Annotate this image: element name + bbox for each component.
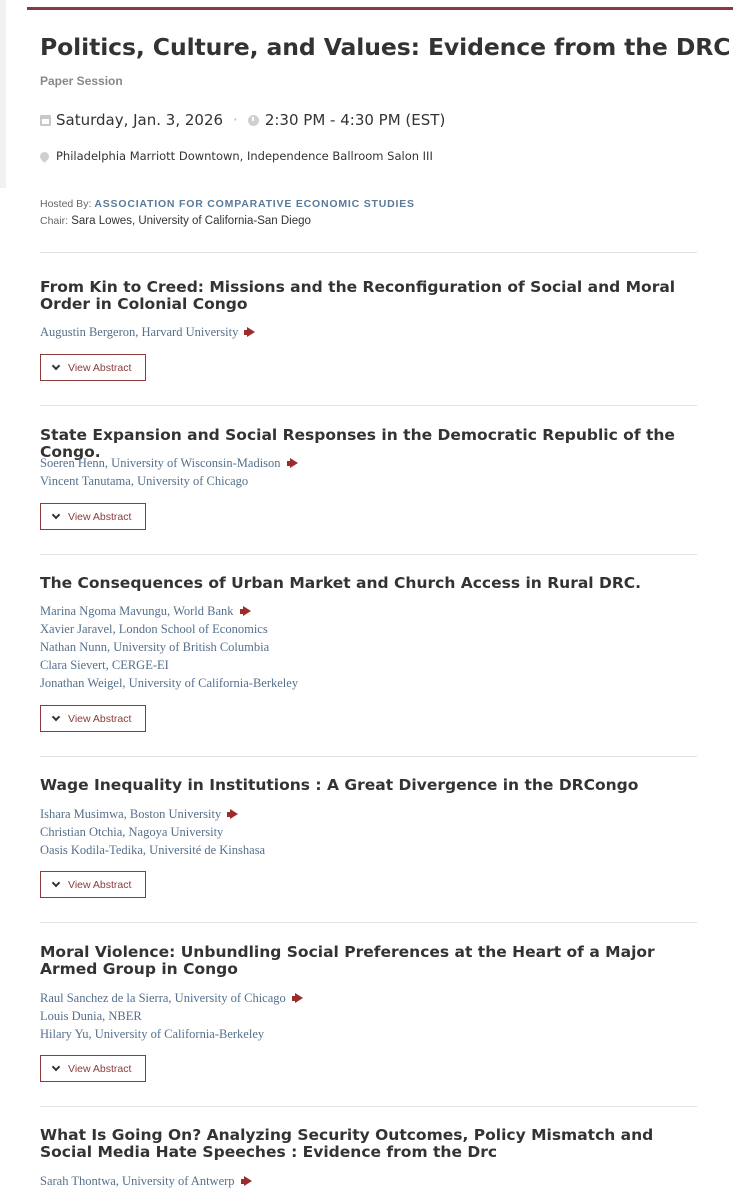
author-list [40, 454, 300, 490]
author-name[interactable]: Raul Sanchez de la Sierra, University of Chicago [40, 991, 286, 1005]
button-label: View Abstract [68, 712, 132, 725]
author-name[interactable]: Sarah Thontwa, University of Antwerp [40, 1174, 235, 1188]
author-list [40, 1172, 254, 1190]
author[interactable] [40, 454, 300, 472]
divider [40, 554, 697, 555]
chevron-down-icon [52, 1062, 60, 1070]
session-chair [40, 215, 311, 227]
clock-icon [248, 115, 259, 126]
top-accent-bar [27, 7, 733, 10]
megaphone-icon [292, 993, 305, 1003]
separator: · [233, 111, 238, 129]
author-name[interactable]: Marina Ngoma Mavungu, World Bank [40, 604, 234, 618]
calendar-icon [40, 115, 51, 126]
author-name[interactable]: Louis Dunia, NBER [40, 1009, 142, 1023]
button-label: View Abstract [68, 1062, 132, 1075]
author-name[interactable]: Christian Otchia, Nagoya University [40, 825, 224, 839]
megaphone-icon [227, 809, 240, 819]
author-name[interactable]: Clara Sievert, CERGE-EI [40, 658, 169, 672]
megaphone-icon [244, 327, 257, 337]
divider [40, 1106, 697, 1107]
author[interactable] [40, 638, 298, 656]
divider [40, 405, 697, 406]
map-pin-icon [38, 150, 51, 163]
divider [40, 756, 697, 757]
session-location [40, 149, 433, 163]
author-list [40, 989, 305, 1043]
author[interactable] [40, 1025, 305, 1043]
author-list [40, 602, 298, 692]
author[interactable] [40, 323, 257, 341]
button-label: View Abstract [68, 361, 132, 374]
author-name[interactable]: Jonathan Weigel, University of California-Berkeley [40, 676, 299, 690]
megaphone-icon [287, 458, 300, 468]
paper-title: State Expansion and Social Responses in the Democratic Republic of the Congo. [40, 426, 675, 461]
author[interactable] [40, 620, 298, 638]
author-name[interactable]: Oasis Kodila-Tedika, Université de Kinshasa [40, 843, 266, 857]
megaphone-icon [240, 606, 253, 616]
paper-title: Moral Violence: Unbundling Social Preferences at the Heart of a Major Armed Group in Congo [40, 943, 655, 978]
author[interactable] [40, 656, 298, 674]
chevron-down-icon [52, 361, 60, 369]
divider [40, 252, 697, 253]
paper-title: Wage Inequality in Institutions : A Great Divergence in the DRCongo [40, 776, 639, 794]
author-name[interactable]: Xavier Jaravel, London School of Economics [40, 622, 268, 636]
author-name[interactable]: Hilary Yu, University of California-Berkeley [40, 1027, 265, 1041]
hosted-org-link[interactable]: ASSOCIATION FOR COMPARATIVE ECONOMIC STUDIES [94, 198, 415, 210]
session-date: Saturday, Jan. 3, 2026 [56, 111, 224, 129]
paper-title: What Is Going On? Analyzing Security Outcomes, Policy Mismatch and Social Media Hate Speeches : Evidence from the Drc [40, 1126, 654, 1161]
chair-label: Chair: [40, 215, 69, 227]
author[interactable] [40, 805, 265, 823]
view-abstract-button[interactable] [40, 354, 146, 381]
author[interactable] [40, 472, 300, 490]
author-name[interactable]: Soeren Henn, University of Wisconsin-Madison [40, 456, 281, 470]
chair-name: Sara Lowes, University of California-San Diego [71, 215, 311, 227]
author[interactable] [40, 602, 298, 620]
chevron-down-icon [52, 878, 60, 886]
divider [40, 922, 697, 923]
author-list [40, 323, 257, 341]
paper-title: The Consequences of Urban Market and Church Access in Rural DRC. [40, 574, 642, 592]
author[interactable] [40, 1007, 305, 1025]
paper-title: From Kin to Creed: Missions and the Reconfiguration of Social and Moral Order in Colonial Congo [40, 278, 676, 313]
session-time: 2:30 PM - 4:30 PM (EST) [264, 111, 446, 129]
chevron-down-icon [52, 712, 60, 720]
view-abstract-button[interactable] [40, 503, 146, 530]
megaphone-icon [241, 1176, 254, 1186]
chevron-down-icon [52, 510, 60, 518]
view-abstract-button[interactable] [40, 705, 146, 732]
author[interactable] [40, 989, 305, 1007]
page-title: Politics, Culture, and Values: Evidence from the DRC [40, 33, 731, 61]
author-name[interactable]: Ishara Musimwa, Boston University [40, 807, 222, 821]
author[interactable] [40, 841, 265, 859]
view-abstract-button[interactable] [40, 871, 146, 898]
author[interactable] [40, 823, 265, 841]
session-datetime [40, 111, 445, 129]
view-abstract-button[interactable] [40, 1055, 146, 1082]
author-list [40, 805, 265, 859]
author-name[interactable]: Vincent Tanutama, University of Chicago [40, 474, 249, 488]
left-edge-strip [0, 0, 6, 188]
button-label: View Abstract [68, 878, 132, 891]
author-name[interactable]: Augustin Bergeron, Harvard University [40, 325, 239, 339]
hosted-label: Hosted By: [40, 198, 92, 210]
button-label: View Abstract [68, 510, 132, 523]
author[interactable] [40, 674, 298, 692]
hosted-by [40, 198, 415, 210]
session-type: Paper Session [40, 74, 123, 88]
author[interactable] [40, 1172, 254, 1190]
location-text: Philadelphia Marriott Downtown, Independence Ballroom Salon III [56, 149, 433, 163]
author-name[interactable]: Nathan Nunn, University of British Columbia [40, 640, 270, 654]
